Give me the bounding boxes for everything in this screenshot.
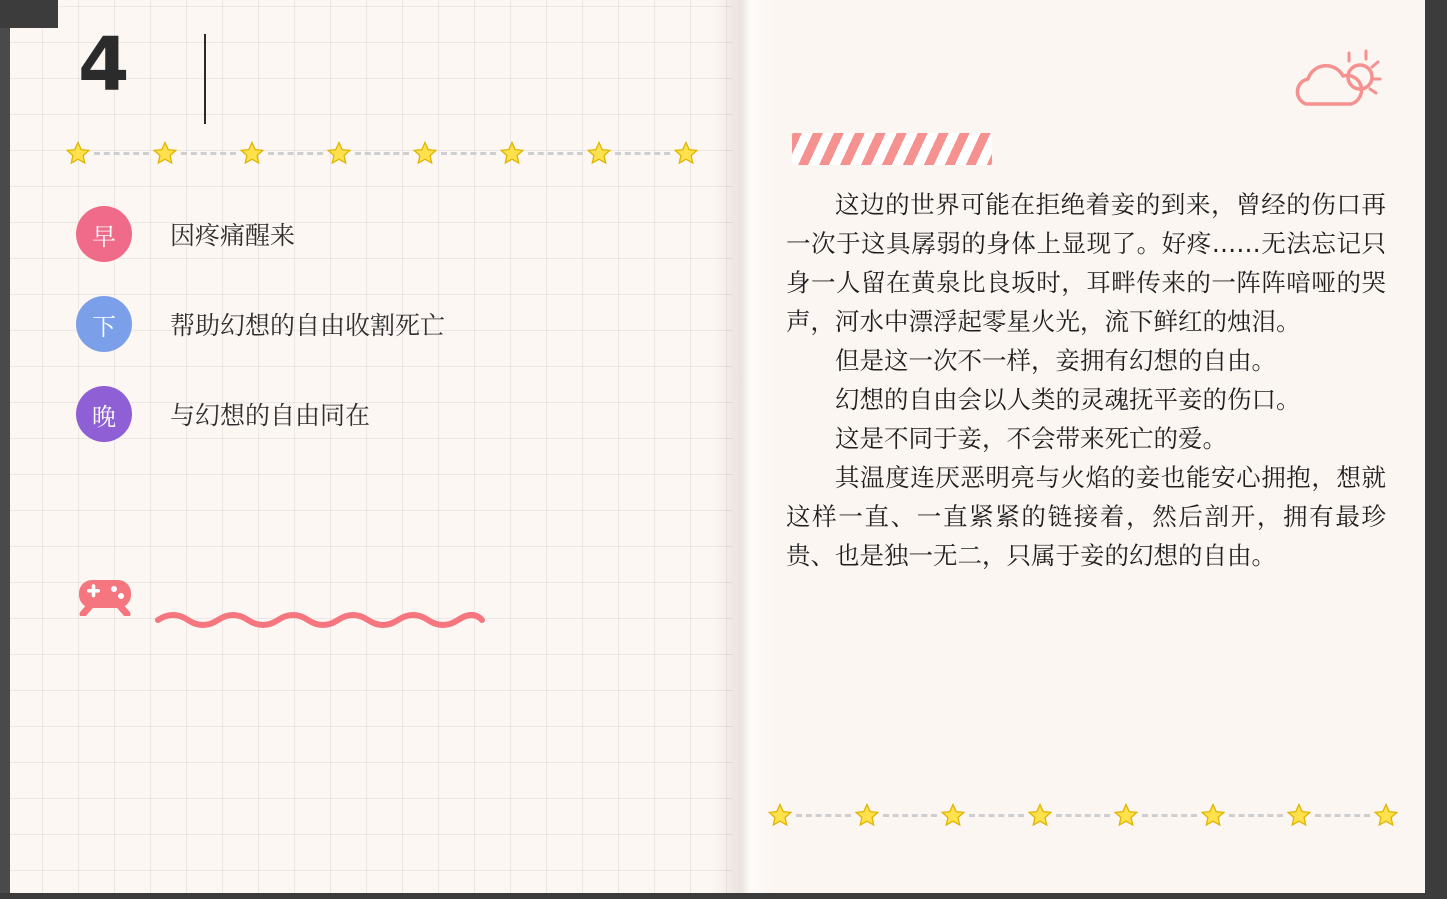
- divider-dash: [94, 152, 149, 155]
- list-item[interactable]: [76, 380, 676, 448]
- star-icon: [500, 141, 524, 165]
- paragraph: 这边的世界可能在拒绝着妾的到来，曾经的伤口再一次于这具孱弱的身体上显现了。好疼……无法忘记只身一人留在黄泉比良坂时，耳畔传来的一阵阵喑哑的哭声，河水中漂浮起零星火光，流下鲜红的烛泪。: [786, 190, 1386, 336]
- divider-dash: [528, 152, 583, 155]
- divider-dash: [969, 814, 1024, 817]
- star-icon: [855, 803, 879, 827]
- star-divider-bottom: [768, 800, 1398, 830]
- star-icon: [240, 141, 264, 165]
- page-title: 4: [78, 22, 128, 108]
- divider-dash: [1056, 814, 1111, 817]
- divider-dash: [883, 814, 938, 817]
- divider-dash: [441, 152, 496, 155]
- window-frame-right: [1425, 0, 1447, 899]
- star-icon: [1028, 803, 1052, 827]
- star-icon: [674, 141, 698, 165]
- list-item[interactable]: [76, 290, 676, 358]
- divider-dash: [268, 152, 323, 155]
- star-divider-top: [66, 138, 698, 168]
- schedule-text[interactable]: 帮助幻想的自由收割死亡: [170, 311, 446, 340]
- time-badge-morning: 早: [76, 206, 132, 262]
- schedule-text[interactable]: 因疼痛醒来: [170, 221, 296, 250]
- window-frame-corner: [0, 0, 58, 28]
- time-badge-evening: 晚: [76, 386, 132, 442]
- star-icon: [327, 141, 351, 165]
- paragraph: 但是这一次不一样，妾拥有幻想的自由。: [835, 346, 1276, 375]
- wavy-underline: [155, 598, 485, 638]
- star-icon: [768, 803, 792, 827]
- star-icon: [1201, 803, 1225, 827]
- divider-dash: [615, 152, 670, 155]
- window-frame-bottom: [0, 893, 1447, 899]
- time-badge-afternoon: 下: [76, 296, 132, 352]
- divider-dash: [796, 814, 851, 817]
- gamepad-icon: [76, 572, 134, 616]
- star-icon: [1114, 803, 1138, 827]
- window-frame-left: [0, 0, 10, 899]
- title-input[interactable]: [214, 46, 684, 112]
- paragraph: 幻想的自由会以人类的灵魂抚平妾的伤口。: [835, 385, 1301, 414]
- divider-dash: [1315, 814, 1370, 817]
- list-item[interactable]: [76, 200, 676, 268]
- star-icon: [153, 141, 177, 165]
- striped-marker-bar: [792, 133, 992, 165]
- divider-dash: [1142, 814, 1197, 817]
- star-icon: [941, 803, 965, 827]
- star-icon: [587, 141, 611, 165]
- sun-behind-cloud-icon: [1292, 48, 1384, 118]
- paragraph: 其温度连厌恶明亮与火焰的妾也能安心拥抱，想就这样一直、一直紧紧的链接着，然后剖开，拥有最珍贵、也是独一无二，只属于妾的幻想的自由。: [786, 463, 1386, 570]
- divider-dash: [1229, 814, 1284, 817]
- diary-body-text[interactable]: [786, 185, 1386, 575]
- divider-dash: [355, 152, 410, 155]
- schedule-list: [76, 200, 676, 470]
- star-icon: [1287, 803, 1311, 827]
- paragraph: 这是不同于妾，不会带来死亡的爱。: [835, 424, 1227, 453]
- text-cursor: [204, 34, 206, 124]
- star-icon: [1374, 803, 1398, 827]
- star-icon: [66, 141, 90, 165]
- schedule-text[interactable]: 与幻想的自由同在: [170, 401, 371, 430]
- divider-dash: [181, 152, 236, 155]
- star-icon: [413, 141, 437, 165]
